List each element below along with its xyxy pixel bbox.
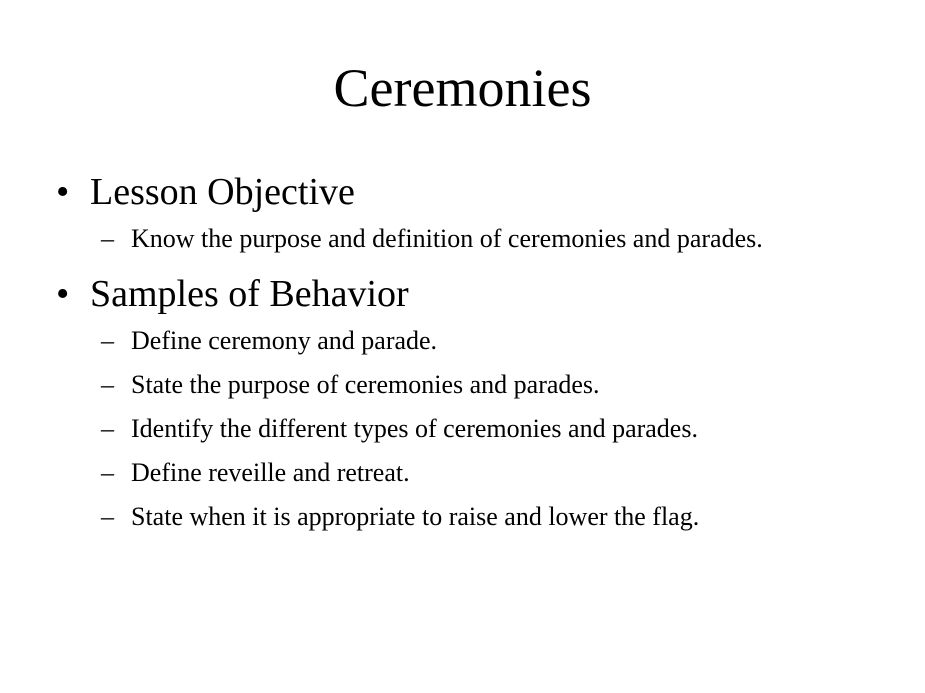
slide-title: Ceremonies	[333, 58, 592, 118]
sub-bullet-list	[56, 322, 856, 536]
sub-bullet-text: Identify the different types of ceremonies and parades.	[131, 414, 698, 443]
bullet-marker: •	[56, 171, 70, 213]
bullet-marker: •	[56, 273, 70, 315]
sub-bullet-marker: –	[101, 370, 114, 399]
sub-bullet-marker: –	[101, 458, 114, 487]
bullet-lesson-objective	[56, 168, 856, 216]
bullet-list	[56, 168, 856, 542]
sub-bullet-item	[56, 498, 856, 536]
sub-bullet-text: Define ceremony and parade.	[131, 326, 438, 355]
bullet-heading: Lesson Objective	[90, 171, 355, 213]
sub-bullet-text: State the purpose of ceremonies and parades.	[131, 370, 600, 399]
sub-bullet-text: Define reveille and retreat.	[131, 458, 410, 487]
sub-bullet-item	[56, 322, 856, 360]
sub-bullet-list	[56, 220, 856, 258]
sub-bullet-marker: –	[101, 224, 114, 253]
sub-bullet-item	[56, 366, 856, 404]
sub-bullet-item	[56, 454, 856, 492]
sub-bullet-marker: –	[101, 414, 114, 443]
bullet-samples-of-behavior	[56, 270, 856, 318]
bullet-heading: Samples of Behavior	[90, 273, 409, 315]
sub-bullet-item	[56, 220, 856, 258]
sub-bullet-marker: –	[101, 326, 114, 355]
sub-bullet-text: State when it is appropriate to raise and lower the flag.	[131, 502, 700, 531]
sub-bullet-marker: –	[101, 502, 114, 531]
sub-bullet-text: Know the purpose and definition of ceremonies and parades.	[131, 224, 763, 253]
sub-bullet-item	[56, 410, 856, 448]
